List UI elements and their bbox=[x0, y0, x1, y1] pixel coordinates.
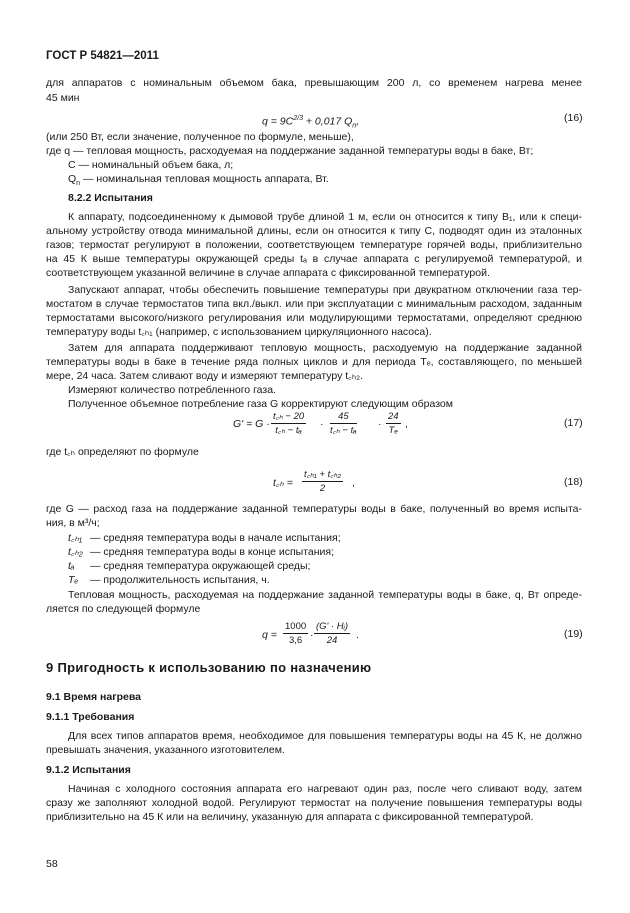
definition-text: — номинальная тепловая мощность аппарата, Вт. bbox=[80, 173, 329, 185]
paragraph-line: где t꜀ₕ определяют по формуле bbox=[46, 446, 199, 458]
equation-number: (19) bbox=[564, 628, 583, 640]
eq16-text: q = 9C bbox=[262, 115, 294, 128]
paragraph-line: Измеряют количество потребленного газа. bbox=[68, 384, 276, 396]
numerator: t꜀ₕ₁ + t꜀ₕ₂ bbox=[304, 469, 341, 480]
paragraph-line: Запускают аппарат, чтобы обеспечить повышение температуры при двукратном отключении газа тер- bbox=[68, 284, 582, 296]
page-number: 58 bbox=[46, 858, 58, 870]
equation-number: (16) bbox=[564, 112, 583, 124]
eq19-dot: · bbox=[310, 629, 314, 641]
definition-line: ния, в м³/ч; bbox=[46, 517, 100, 529]
denominator: t꜀ₕ − tₐ bbox=[275, 425, 302, 436]
denominator: 3,6 bbox=[288, 635, 303, 646]
paragraph-line: соответствующем указанной величине в случае аппарата с фиксированной температурой. bbox=[46, 267, 490, 279]
paragraph-line: мере, 24 часа. Затем сливают воду и измеряют температуру t꜀ₕ₂. bbox=[46, 370, 364, 382]
paragraph-line: газов; термостат регулируют в положении, соответствующем температуре горячей воды, приблизительно bbox=[46, 239, 582, 251]
definition-line: C — номинальный объем бака, л; bbox=[68, 159, 234, 171]
eq19-lhs: q = bbox=[262, 629, 277, 641]
paragraph-line: Затем для аппарата поддерживают тепловую мощность, расходуемую на поддержание заданной bbox=[68, 342, 582, 354]
def-text: — средняя температура окружающей среды; bbox=[90, 560, 311, 572]
def-symbol: t꜀ₕ₂ bbox=[68, 546, 83, 558]
paragraph-line: ляется по следующей формуле bbox=[46, 603, 201, 615]
paragraph-line: термостатами высокого/низкого регулирования или модулирующими термостатами, определяют среднюю bbox=[46, 312, 582, 324]
numerator: (G' · Hᵢ) bbox=[316, 621, 349, 632]
eq17-dot: · bbox=[320, 418, 324, 430]
def-symbol: t꜀ₕ₁ bbox=[68, 532, 83, 544]
eq19-fraction-1 bbox=[283, 621, 308, 646]
numerator: 1000 bbox=[285, 621, 307, 632]
denominator: Tₑ bbox=[388, 425, 399, 436]
paragraph-line: температуру воды t꜀ₕ₁ (например, с использованием циркуляционного насоса). bbox=[46, 326, 432, 338]
def-symbol: Tₑ bbox=[68, 574, 79, 586]
eq18-tail: , bbox=[352, 477, 355, 489]
numerator: 24 bbox=[388, 411, 399, 422]
eq17-fraction-3 bbox=[386, 411, 401, 436]
paragraph-line: альному устройству отвода минимальной длины, если он относится к типу C, подводят один из эталонных bbox=[46, 225, 582, 237]
eq17-fraction-1 bbox=[271, 411, 306, 436]
def-text: — средняя температура воды в конце испытания; bbox=[90, 546, 335, 558]
subsection-heading: 9.1 Время нагрева bbox=[46, 691, 141, 703]
paragraph-line: для аппаратов с номинальным объемом бака, превышающим 200 л, со временем нагрева менее bbox=[46, 77, 582, 89]
eq17-lhs: G' = G · bbox=[233, 418, 270, 430]
numerator: 45 bbox=[330, 411, 357, 424]
eq19-tail: . bbox=[356, 629, 359, 641]
paragraph-line: К аппарату, подсоединенному к дымовой трубе длиной 1 м, если он относится к типу B₁, или к специ- bbox=[68, 211, 582, 223]
def-symbol: tₐ bbox=[68, 560, 75, 572]
eq16-tail: , bbox=[356, 115, 360, 128]
eq17-tail: , bbox=[405, 418, 408, 430]
definition-line bbox=[68, 172, 329, 191]
document-header: ГОСТ Р 54821—2011 bbox=[46, 50, 159, 62]
equation-number: (17) bbox=[564, 417, 583, 429]
eq18-fraction bbox=[302, 469, 343, 494]
def-text: — средняя температура воды в начале испытания; bbox=[90, 532, 341, 544]
paragraph-line: 45 мин bbox=[46, 92, 80, 104]
paragraph-line: температуры воды в баке в течение ряда полных циклов и для периода Tₑ, составляющего, по меньшей bbox=[46, 356, 582, 368]
eq16-sub: n bbox=[352, 122, 357, 130]
eq17-dot: · bbox=[378, 418, 382, 430]
paragraph-line: на 45 К выше температуры окружающей среды tₐ в случае аппарата с регулируемой температурой, и bbox=[46, 253, 582, 265]
eq17-fraction-2 bbox=[330, 411, 357, 436]
eq16-sup: 2/3 bbox=[293, 115, 303, 122]
paragraph-line: превышать значения, указанного изготовителем. bbox=[46, 744, 285, 756]
paragraph-line: мостатом в случае термостатов типа вкл./выкл. или при эксплуатации с минимальным расходом, заданным bbox=[46, 298, 582, 310]
paragraph-line: Тепловая мощность, расходуемая на поддержание заданной температуры воды в баке, q, Вт опреде- bbox=[68, 589, 582, 601]
denominator: 24 bbox=[326, 635, 338, 646]
eq18-lhs: t꜀ₕ = bbox=[273, 477, 293, 489]
def-text: — продолжительность испытания, ч. bbox=[90, 574, 270, 586]
paragraph-line: (или 250 Вт, если значение, полученное по формуле, меньше), bbox=[46, 131, 354, 143]
numerator: t꜀ₕ − 20 bbox=[273, 411, 305, 422]
section-heading: 8.2.2 Испытания bbox=[68, 192, 153, 204]
symbol-sub: n bbox=[76, 180, 81, 188]
subsection-heading: 9.1.1 Требования bbox=[46, 711, 135, 723]
paragraph-line: Полученное объемное потребление газа G корректируют следующим образом bbox=[68, 398, 453, 410]
denominator: t꜀ₕ − tₐ bbox=[330, 425, 357, 436]
denominator: 2 bbox=[319, 483, 326, 494]
paragraph-line: Начиная с холодного состояния аппарата его нагревают один раз, после чего сливают воду, затем bbox=[68, 783, 582, 795]
paragraph-line: сразу же заполняют холодной водой. Регулируют термостат на получение повышения температуры воды bbox=[46, 797, 582, 809]
symbol: Q bbox=[68, 173, 77, 185]
paragraph-line: Для всех типов аппаратов время, необходимое для повышения температуры воды на 45 К, не должно bbox=[68, 730, 582, 742]
equation-number: (18) bbox=[564, 476, 583, 488]
section-9-heading: 9 Пригодность к использованию по назначению bbox=[46, 660, 372, 675]
definition-line: где q — тепловая мощность, расходуемая на поддержание заданной температуры воды в баке, Вт; bbox=[46, 145, 534, 157]
definition-line: где G — расход газа на поддержание заданной температуры воды в баке, полученный во время испыта- bbox=[46, 503, 582, 515]
subsection-heading: 9.1.2 Испытания bbox=[46, 764, 131, 776]
paragraph-line: приблизительно на 45 К или на величину, указанную для аппарата с фиксированной температурой. bbox=[46, 811, 534, 823]
eq16-rest: + 0,017 Q bbox=[302, 115, 353, 128]
eq19-fraction-2 bbox=[314, 621, 350, 646]
